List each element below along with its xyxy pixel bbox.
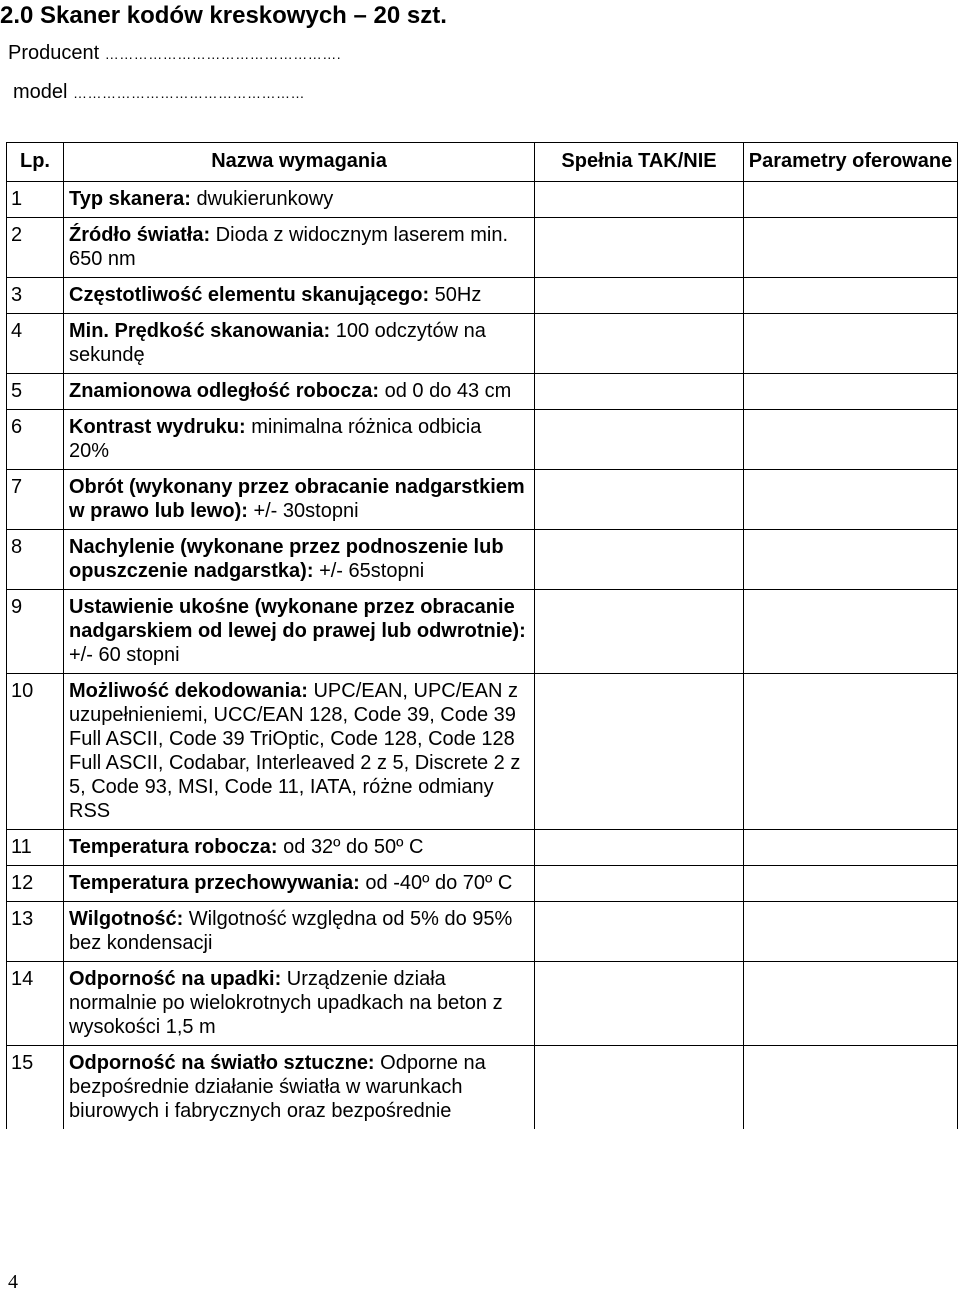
requirement-label: Min. Prędkość skanowania: — [69, 320, 331, 342]
document-title: 2.0 Skaner kodów kreskowych – 20 szt. — [0, 2, 447, 29]
meets-cell[interactable] — [535, 674, 744, 830]
table-header-row — [7, 143, 958, 182]
table-row — [7, 410, 958, 470]
producer-field — [8, 41, 341, 66]
row-number: 13 — [7, 902, 64, 962]
requirements-table — [6, 142, 958, 1129]
requirement-value: dwukierunkowy — [190, 188, 334, 210]
params-cell[interactable] — [744, 374, 958, 410]
requirement-name — [64, 902, 535, 962]
requirement-label: Nachylenie (wykonane przez podnoszenie lub opuszczenie nadgarstka): — [69, 536, 504, 582]
meets-cell[interactable] — [535, 1046, 744, 1130]
meets-cell[interactable] — [535, 590, 744, 674]
table-row — [7, 1046, 958, 1130]
params-cell[interactable] — [744, 410, 958, 470]
requirement-value: Wilgotność względna od 5% do 95% bez kondensacji — [69, 908, 513, 954]
params-cell[interactable] — [744, 530, 958, 590]
requirement-value: +/- 30stopni — [247, 500, 359, 522]
requirement-name — [64, 314, 535, 374]
meets-cell[interactable] — [535, 830, 744, 866]
requirement-name — [64, 866, 535, 902]
meets-cell[interactable] — [535, 866, 744, 902]
requirement-name — [64, 374, 535, 410]
row-number: 8 — [7, 530, 64, 590]
header-meets: Spełnia TAK/NIE — [535, 143, 744, 182]
table-row — [7, 218, 958, 278]
row-number: 2 — [7, 218, 64, 278]
requirement-label: Źródło światła: — [69, 224, 211, 246]
requirement-label: Częstotliwość elementu skanującego: — [69, 284, 430, 306]
meets-cell[interactable] — [535, 410, 744, 470]
requirement-value: minimalna różnica odbicia 20% — [69, 416, 482, 462]
requirement-label: Odporność na upadki: — [69, 968, 282, 990]
params-cell[interactable] — [744, 962, 958, 1046]
requirement-value: Odporne na bezpośrednie działanie światła w warunkach biurowych i fabrycznych oraz bezpośrednie — [69, 1052, 486, 1122]
table-row — [7, 962, 958, 1046]
requirement-name — [64, 674, 535, 830]
requirement-label: Temperatura przechowywania: — [69, 872, 360, 894]
row-number: 4 — [7, 314, 64, 374]
requirement-label: Obrót (wykonany przez obracanie nadgarstkiem w prawo lub lewo): — [69, 476, 525, 522]
requirement-value: Dioda z widocznym laserem min. 650 nm — [69, 224, 508, 270]
row-number: 15 — [7, 1046, 64, 1130]
meets-cell[interactable] — [535, 902, 744, 962]
requirement-name — [64, 830, 535, 866]
requirement-value: od 0 do 43 cm — [379, 380, 512, 402]
table-row — [7, 902, 958, 962]
row-number: 6 — [7, 410, 64, 470]
requirement-name — [64, 182, 535, 218]
params-cell[interactable] — [744, 278, 958, 314]
requirement-name — [64, 278, 535, 314]
requirement-name — [64, 470, 535, 530]
requirement-label: Kontrast wydruku: — [69, 416, 246, 438]
header-no: Lp. — [7, 143, 64, 182]
requirement-value: 50Hz — [429, 284, 482, 306]
requirement-label: Możliwość dekodowania: — [69, 680, 308, 702]
row-number: 1 — [7, 182, 64, 218]
meets-cell[interactable] — [535, 530, 744, 590]
requirement-name — [64, 590, 535, 674]
requirement-value: od -40º do 70º C — [359, 872, 513, 894]
producer-label: Producent — [8, 42, 100, 64]
requirement-name — [64, 218, 535, 278]
table-row — [7, 866, 958, 902]
table-row — [7, 314, 958, 374]
row-number: 14 — [7, 962, 64, 1046]
table-row — [7, 530, 958, 590]
requirement-value: UPC/EAN, UPC/EAN z uzupełnieniemi, UCC/EAN 128, Code 39, Code 39 Full ASCII, Code 39 TriOptic, Code 128, Code 128 Full ASCII, Codabar, Interleaved 2 z 5, Discrete 2 z 5, Code 93, MSI, Code 11, IATA, różne odmiany RSS — [69, 680, 521, 822]
requirement-label: Wilgotność: — [69, 908, 184, 930]
table-row — [7, 830, 958, 866]
params-cell[interactable] — [744, 674, 958, 830]
requirement-label: Znamionowa odległość robocza: — [69, 380, 380, 402]
requirement-value: +/- 65stopni — [313, 560, 425, 582]
table-row — [7, 278, 958, 314]
row-number: 11 — [7, 830, 64, 866]
requirement-value: +/- 60 stopni — [69, 644, 180, 666]
requirement-name — [64, 962, 535, 1046]
row-number: 10 — [7, 674, 64, 830]
page-number: 4 — [8, 1271, 18, 1293]
meets-cell[interactable] — [535, 314, 744, 374]
requirement-label: Odporność na światło sztuczne: — [69, 1052, 375, 1074]
params-cell[interactable] — [744, 182, 958, 218]
row-number: 7 — [7, 470, 64, 530]
requirement-value: od 32º do 50º C — [277, 836, 424, 858]
params-cell[interactable] — [744, 590, 958, 674]
params-cell[interactable] — [744, 866, 958, 902]
requirement-name — [64, 410, 535, 470]
requirement-value: 100 odczytów na sekundę — [69, 320, 486, 366]
meets-cell[interactable] — [535, 374, 744, 410]
table-row — [7, 182, 958, 218]
requirement-value: Urządzenie działa normalnie po wielokrotnych upadkach na beton z wysokości 1,5 m — [69, 968, 503, 1038]
requirement-label: Ustawienie ukośne (wykonane przez obracanie nadgarskiem od lewej do prawej lub odwrotnie): — [69, 596, 526, 642]
params-cell[interactable] — [744, 218, 958, 278]
header-name: Nazwa wymagania — [64, 143, 535, 182]
table-row — [7, 590, 958, 674]
meets-cell[interactable] — [535, 470, 744, 530]
model-field — [13, 80, 305, 105]
meets-cell[interactable] — [535, 962, 744, 1046]
model-label: model — [13, 81, 68, 103]
row-number: 9 — [7, 590, 64, 674]
model-dots: ………………………………………… — [73, 85, 306, 101]
row-number: 12 — [7, 866, 64, 902]
requirement-name — [64, 1046, 535, 1130]
table-row — [7, 674, 958, 830]
row-number: 3 — [7, 278, 64, 314]
meets-cell[interactable] — [535, 218, 744, 278]
producer-dots: …………………………………………. — [104, 46, 342, 62]
params-cell[interactable] — [744, 470, 958, 530]
params-cell[interactable] — [744, 314, 958, 374]
meets-cell[interactable] — [535, 182, 744, 218]
table-row — [7, 470, 958, 530]
requirement-name — [64, 530, 535, 590]
params-cell[interactable] — [744, 902, 958, 962]
row-number: 5 — [7, 374, 64, 410]
requirement-label: Temperatura robocza: — [69, 836, 278, 858]
requirement-label: Typ skanera: — [69, 188, 191, 210]
header-params: Parametry oferowane — [744, 143, 958, 182]
params-cell[interactable] — [744, 830, 958, 866]
table-row — [7, 374, 958, 410]
meets-cell[interactable] — [535, 278, 744, 314]
params-cell[interactable] — [744, 1046, 958, 1130]
